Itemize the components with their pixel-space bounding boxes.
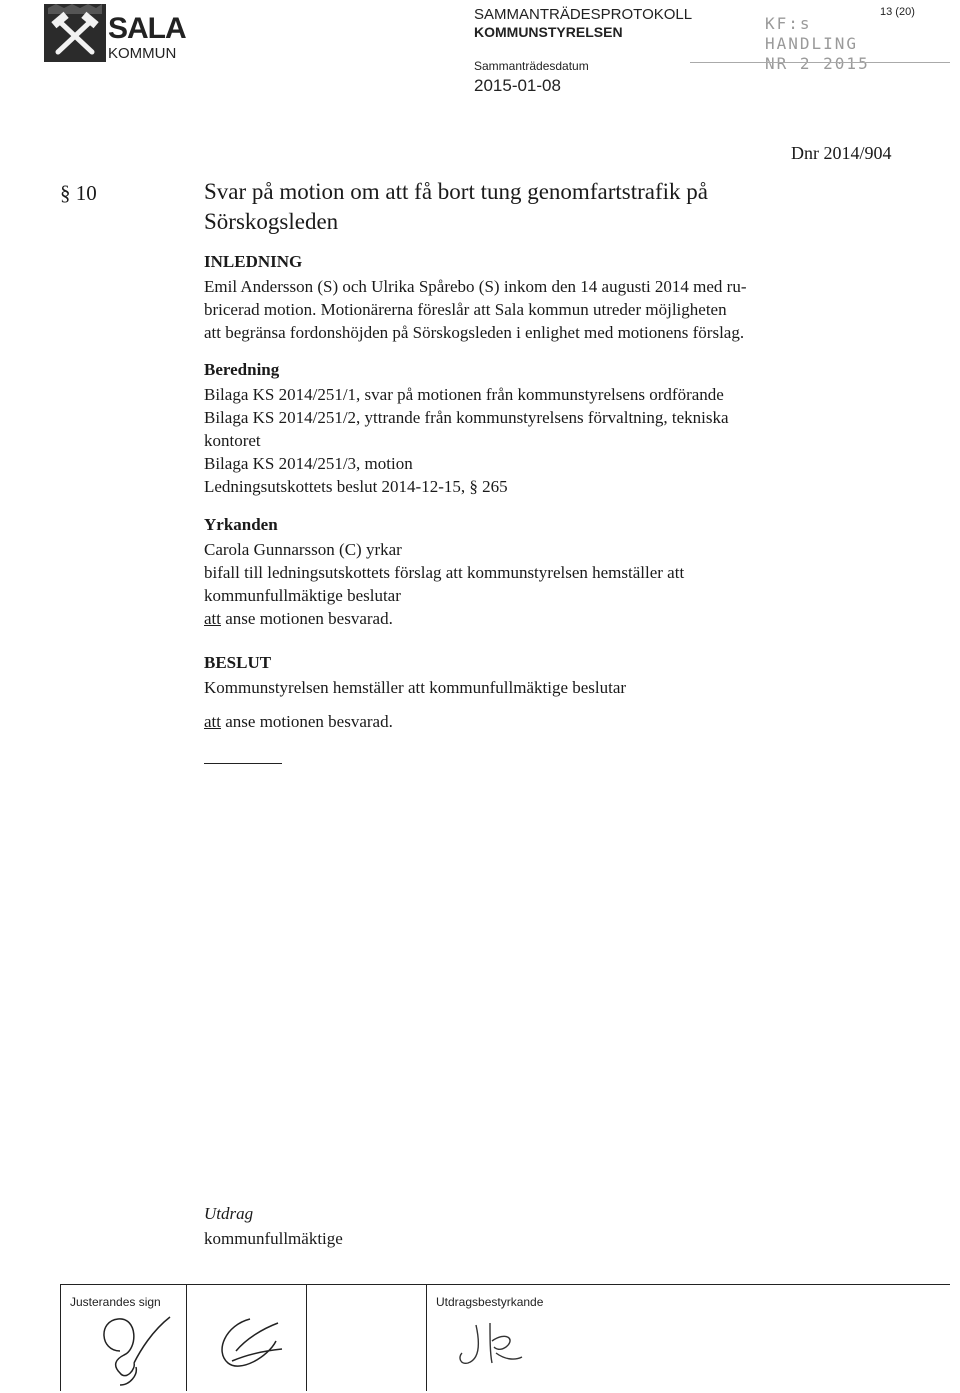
- logo-subtitle: KOMMUN: [108, 45, 177, 62]
- beslut-text: [204, 676, 884, 733]
- meeting-date: 2015-01-08: [474, 76, 561, 95]
- beredning-line: Bilaga KS 2014/251/3, motion: [204, 454, 413, 473]
- att-underlined: att: [204, 609, 221, 628]
- yrkanden-line: bifall till ledningsutskottets förslag att kommunstyrelsen hemställer att: [204, 563, 685, 582]
- table-border: [306, 1285, 307, 1391]
- stamp-line-3: NR 2 2015: [765, 54, 870, 73]
- stamp-line-1: KF:s: [765, 14, 812, 33]
- signature-1: [90, 1311, 180, 1389]
- beredning-text: [204, 383, 884, 498]
- paragraph-number: § 10: [60, 181, 97, 205]
- inledning-heading: INLEDNING: [204, 252, 303, 271]
- end-divider: [204, 763, 282, 764]
- page-title: [204, 177, 844, 237]
- sala-kommun-logo-emblem: [44, 4, 106, 62]
- inledning-line: bricerad motion. Motionärerna föreslår att Sala kommun utreder möjligheten: [204, 300, 727, 319]
- signature-table: [60, 1284, 950, 1391]
- yrkanden-line: kommunfullmäktige beslutar: [204, 586, 401, 605]
- att-underlined: att: [204, 712, 221, 731]
- beslut-att-clause: [204, 710, 884, 733]
- diary-number: Dnr 2014/904: [791, 143, 892, 163]
- crossed-hammers-icon: [44, 4, 106, 62]
- signature-3: [450, 1313, 540, 1373]
- yrkanden-att-clause: [204, 607, 884, 630]
- table-border: [186, 1285, 187, 1391]
- yrkanden-text: [204, 538, 884, 630]
- table-border: [60, 1285, 61, 1391]
- inledning-line: Emil Andersson (S) och Ulrika Spårebo (S) inkom den 14 augusti 2014 med ru-: [204, 277, 747, 296]
- att-text: anse motionen besvarad.: [221, 712, 393, 731]
- beslut-line: Kommunstyrelsen hemställer att kommunfullmäktige beslutar: [204, 678, 627, 697]
- utdrag-recipient: kommunfullmäktige: [204, 1229, 343, 1248]
- signature-2: [206, 1311, 296, 1377]
- table-border: [426, 1285, 427, 1391]
- utdrag-label: Utdrag: [204, 1204, 254, 1223]
- handling-stamp: [765, 14, 870, 74]
- meeting-date-label: Sammanträdesdatum: [474, 59, 589, 73]
- protocol-body-name: KOMMUNSTYRELSEN: [474, 24, 623, 40]
- logo-name: SALA: [108, 12, 186, 45]
- beredning-line: Ledningsutskottets beslut 2014-12-15, § 265: [204, 477, 508, 496]
- header-divider: [690, 62, 950, 63]
- yrkanden-heading: Yrkanden: [204, 515, 278, 534]
- yrkanden-line: Carola Gunnarsson (C) yrkar: [204, 540, 402, 559]
- beslut-heading: BESLUT: [204, 653, 272, 672]
- page-number: 13 (20): [880, 6, 915, 18]
- att-text: anse motionen besvarad.: [221, 609, 393, 628]
- protocol-title: SAMMANTRÄDESPROTOKOLL: [474, 6, 693, 23]
- utdragsbestyrkande-label: Utdragsbestyrkande: [436, 1295, 544, 1309]
- justerandes-sign-label: Justerandes sign: [70, 1295, 161, 1309]
- title-line-1: Svar på motion om att få bort tung genomfartstrafik på: [204, 179, 708, 204]
- beredning-line: kontoret: [204, 431, 261, 450]
- inledning-line: att begränsa fordonshöjden på Sörskogsleden i enlighet med motionens förslag.: [204, 323, 745, 342]
- beredning-line: Bilaga KS 2014/251/1, svar på motionen från kommunstyrelsens ordförande: [204, 385, 724, 404]
- beredning-heading: Beredning: [204, 360, 280, 379]
- beredning-line: Bilaga KS 2014/251/2, yttrande från kommunstyrelsens förvaltning, tekniska: [204, 408, 729, 427]
- inledning-text: [204, 275, 884, 344]
- stamp-line-2: HANDLING: [765, 34, 859, 53]
- title-line-2: Sörskogsleden: [204, 209, 339, 234]
